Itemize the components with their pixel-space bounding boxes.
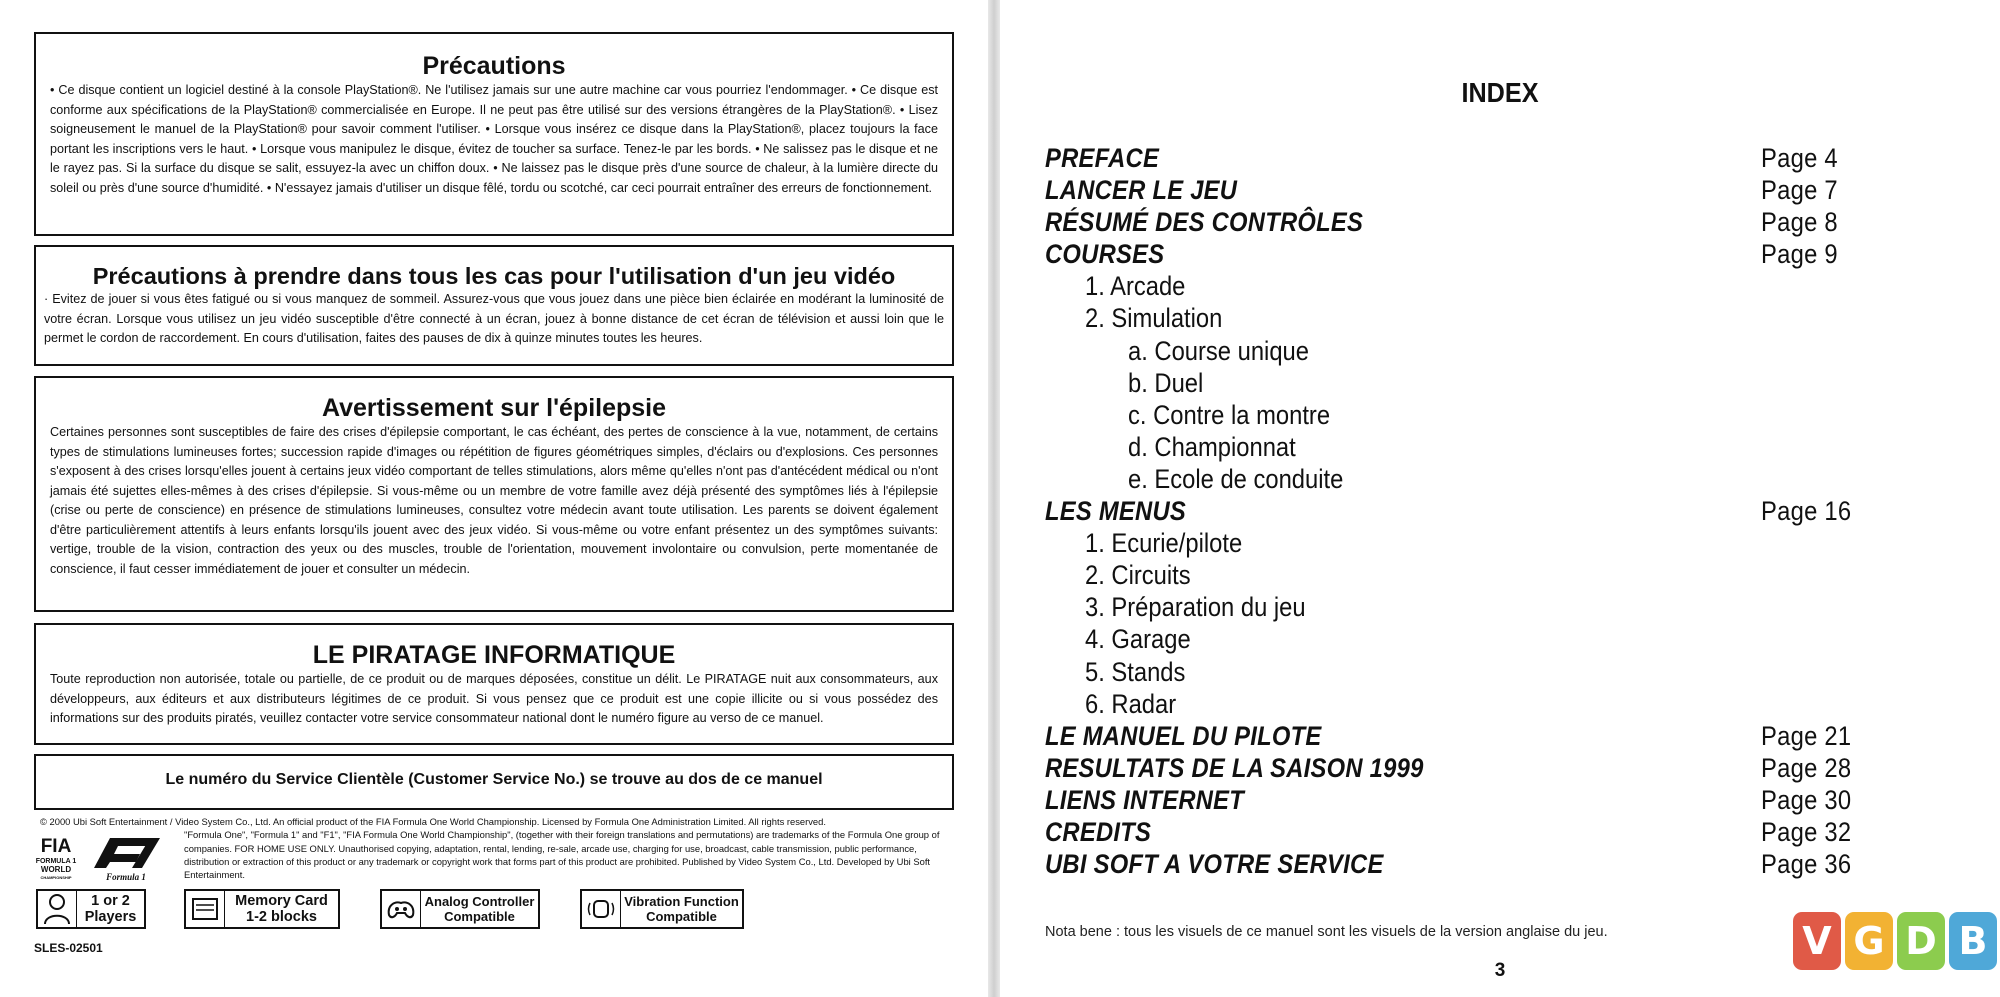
left-page bbox=[0, 0, 988, 997]
index-entry-label: RÉSUMÉ DES CONTRÔLES bbox=[1045, 207, 1364, 238]
memory-card-badge bbox=[184, 889, 340, 929]
players-badge-line2: Players bbox=[84, 909, 137, 925]
legal-trademarks: "Formula One", "Formula 1" and "F1", "FIA Formula One World Championship", (together with their foreign translations and permutations) are trademarks of the Formula One group of companies. FOR HOME USE ONLY. Unauthorised copying, adaptation, rental, lending, re-sale, arcade use, charging for use, broadcast, cable transmission, public performance, distribution or extraction of this product or any trademark or copyright work that forms part of this product are prohibited. Published by Video System Co., Ltd. Developed by Ubi Soft Entertainment. bbox=[184, 829, 940, 881]
index-entry-label: 1. Ecurie/pilote bbox=[1085, 528, 1243, 559]
index-entry-label: c. Contre la montre bbox=[1128, 399, 1331, 430]
customer-service-text: Le numéro du Service Clientèle (Customer Service No.) se trouve au dos de ce manuel bbox=[165, 771, 823, 788]
index-entry-label: UBI SOFT A VOTRE SERVICE bbox=[1045, 849, 1384, 880]
index-entry-label: 3. Préparation du jeu bbox=[1085, 592, 1306, 623]
fia-logo-sub1: FORMULA 1 bbox=[35, 858, 77, 865]
index-subentry bbox=[1045, 270, 1945, 302]
index-entry-label: 1. Arcade bbox=[1085, 271, 1186, 302]
vgdb-letter-tile: V bbox=[1793, 912, 1841, 970]
page-number: 3 bbox=[1494, 960, 1506, 981]
players-badge-line1: 1 or 2 bbox=[91, 893, 130, 909]
epilepsy-text: Certaines personnes sont susceptibles de faire des crises d'épilepsie comportant, le cas échéant, des pertes de conscience à la vue, notamment, de certains types de stimulations lumineuses fortes; succession rapide d'images ou répétition de figures géométriques simples, d'éclairs ou d'explosions. Ces personnes s'exposent à des crises lorsqu'elles jouent à certains jeux vidéo comportant de telles stimulations, alors même qu'elles n'ont pas d'antécédent médical ou n'ont jamais été sujettes elles-mêmes à des crises d'épilepsie. Si vous-même ou un membre de votre famille avez déjà présenté des symptômes liés à l'épilepsie (crise ou perte de conscience) en présence de stimulations lumineuses, consultez votre médecin avant toute utilisation. Les parents se doivent également d'être particulièrement attentifs à leurs enfants lorsqu'ils jouent avec des jeux vidéo. Si vous-même ou votre enfant présentez un des symptômes suivants: vertige, trouble de la vision, contraction des yeux ou des muscles, trouble de l'orientation, mouvement involontaire ou convulsion, perte momentanée de conscience, il faut cesser immédiatement de jouer et consulter un médecin. bbox=[50, 425, 938, 576]
video-precautions-title: Précautions à prendre dans tous les cas pour l'utilisation d'un jeu vidéo bbox=[92, 263, 896, 289]
legal-notice bbox=[40, 815, 954, 881]
index-entry-label: 6. Radar bbox=[1085, 688, 1177, 719]
index-subentry bbox=[1045, 335, 1945, 367]
index-section bbox=[1045, 784, 1945, 816]
index-subentry bbox=[1045, 656, 1945, 688]
f1-logo bbox=[88, 832, 164, 884]
index-entry-label: 2. Simulation bbox=[1085, 303, 1223, 334]
index-entry-label: b. Duel bbox=[1128, 367, 1204, 398]
customer-service-box bbox=[34, 754, 954, 810]
index-entry-label: 5. Stands bbox=[1085, 656, 1186, 687]
vibration-badge bbox=[580, 889, 744, 929]
index-subentry bbox=[1045, 302, 1945, 334]
index-entry-label: LE MANUEL DU PILOTE bbox=[1045, 720, 1322, 751]
vgdb-letter-tile: D bbox=[1897, 912, 1945, 970]
index-entry-page: Page 7 bbox=[1761, 175, 1838, 206]
index-entry-page: Page 16 bbox=[1761, 496, 1852, 527]
index-list bbox=[1045, 142, 1945, 880]
index-entry-label: e. Ecole de conduite bbox=[1128, 463, 1344, 494]
epilepsy-title: Avertissement sur l'épilepsie bbox=[321, 394, 667, 422]
index-entry-label: 4. Garage bbox=[1085, 624, 1191, 655]
epilepsy-box bbox=[34, 376, 954, 612]
product-code: SLES-02501 bbox=[34, 941, 103, 955]
index-section bbox=[1045, 206, 1945, 238]
index-entry-page: Page 9 bbox=[1761, 239, 1838, 270]
index-subentry bbox=[1045, 431, 1945, 463]
index-subentry bbox=[1045, 463, 1945, 495]
index-entry-page: Page 36 bbox=[1761, 849, 1852, 880]
index-entry-label: COURSES bbox=[1045, 239, 1165, 270]
piracy-box bbox=[34, 623, 954, 745]
index-section bbox=[1045, 495, 1945, 527]
index-subentry bbox=[1045, 559, 1945, 591]
vibration-badge-line2: Compatible bbox=[646, 909, 717, 924]
video-precautions-text: · Evitez de jouer si vous êtes fatigué ou si vous manquez de sommeil. Assurez-vous que vous jouez dans une pièce bien éclairée en modérant la luminosité de votre écran. Lorsque vous utilisez un jeu vidéo susceptible d'être connecté à un écran, jouez à bonne distance de cet écran de télévision et aussi loin que le permet le cordon de raccordement. En cours d'utilisation, faites des pauses de dix à quinze minutes toutes les heures. bbox=[44, 292, 944, 345]
index-title: INDEX bbox=[1461, 77, 1539, 108]
index-section bbox=[1045, 848, 1945, 880]
index-section bbox=[1045, 752, 1945, 784]
precautions-box bbox=[34, 32, 954, 236]
index-entry-page: Page 30 bbox=[1761, 784, 1852, 815]
index-entry-page: Page 21 bbox=[1761, 720, 1852, 751]
analog-badge-line2: Compatible bbox=[444, 909, 515, 924]
index-entry-page: Page 8 bbox=[1761, 207, 1838, 238]
players-badge bbox=[36, 889, 146, 929]
index-entry-label: a. Course unique bbox=[1128, 335, 1309, 366]
nota-bene: Nota bene : tous les visuels de ce manuel sont les visuels de la version anglaise du jeu. bbox=[1045, 924, 1608, 940]
memory-card-icon bbox=[186, 891, 225, 927]
legal-line-1: © 2000 Ubi Soft Entertainment / Video System Co., Ltd. An official product of the FIA Formula One World Championship. Licensed by Formula One Administration Limited. All rights reserved. bbox=[40, 816, 826, 827]
fia-logo-sub3: CHAMPIONSHIP bbox=[40, 875, 72, 880]
index-subentry bbox=[1045, 688, 1945, 720]
vgdb-letter-tile: B bbox=[1949, 912, 1997, 970]
index-entry-page: Page 28 bbox=[1761, 752, 1852, 783]
index-entry-page: Page 32 bbox=[1761, 816, 1852, 847]
index-subentry bbox=[1045, 623, 1945, 655]
index-entry-page: Page 4 bbox=[1761, 143, 1838, 173]
vgdb-watermark bbox=[1793, 912, 1997, 974]
index-entry-label: RESULTATS DE LA SAISON 1999 bbox=[1045, 752, 1424, 783]
index-section bbox=[1045, 174, 1945, 206]
index-entry-label: d. Championnat bbox=[1128, 431, 1296, 462]
vgdb-letter-tile: G bbox=[1845, 912, 1893, 970]
index-subentry bbox=[1045, 399, 1945, 431]
f1-logo-text: Formula 1 bbox=[106, 872, 146, 882]
fia-logo-sub2: WORLD bbox=[40, 865, 72, 874]
index-entry-label: PREFACE bbox=[1045, 143, 1160, 173]
index-entry-label: LES MENUS bbox=[1045, 496, 1186, 527]
index-entry-label: LANCER LE JEU bbox=[1045, 175, 1238, 206]
index-section bbox=[1045, 720, 1945, 752]
index-entry-label: CREDITS bbox=[1045, 816, 1152, 847]
analog-controller-icon bbox=[382, 891, 421, 927]
index-entry-label: 2. Circuits bbox=[1085, 560, 1191, 591]
index-subentry bbox=[1045, 527, 1945, 559]
page-gutter bbox=[988, 0, 1000, 997]
vibration-badge-line1: Vibration Function bbox=[624, 894, 739, 909]
vibration-icon bbox=[582, 891, 621, 927]
index-subentry bbox=[1045, 591, 1945, 623]
piracy-title: LE PIRATAGE INFORMATIQUE bbox=[312, 641, 676, 669]
memory-card-badge-line2: 1-2 blocks bbox=[246, 909, 317, 925]
index-entry-label: LIENS INTERNET bbox=[1045, 784, 1245, 815]
analog-badge-line1: Analog Controller bbox=[424, 894, 535, 909]
player-icon bbox=[38, 891, 77, 927]
piracy-text: Toute reproduction non autorisée, totale ou partielle, de ce produit ou de marques déposées, constitue un délit. Le PIRATAGE nuit aux consommateurs, aux développeurs, aux éditeurs et aux distributeurs légitimes de ce produit. Si vous pensez que ce produit est une copie illicite ou si vous possédez des informations sur des produits piratés, veuillez contacter votre service consommateur national dont le numéro figure au verso de ce manuel. bbox=[50, 672, 938, 725]
fia-logo bbox=[34, 832, 78, 884]
video-precautions-box bbox=[34, 245, 954, 366]
fia-logo-text: FIA bbox=[40, 836, 72, 857]
index-subentry bbox=[1045, 367, 1945, 399]
index-section bbox=[1045, 238, 1945, 270]
precautions-title: Précautions bbox=[422, 52, 566, 80]
index-section bbox=[1045, 816, 1945, 848]
index-section bbox=[1045, 142, 1945, 174]
analog-controller-badge bbox=[380, 889, 540, 929]
memory-card-badge-line1: Memory Card bbox=[235, 893, 328, 909]
precautions-text: • Ce disque contient un logiciel destiné à la console PlayStation®. Ne l'utilisez jamais sur une autre machine car vous pourriez l'endommager. • Ce disque est conforme aux spécifications de la PlayStation® commercialisée en Europe. Il ne peut pas être utilisé sur des versions étrangères de la PlayStation®. • Lisez soigneusement le manuel de la PlayStation® pour savoir comment l'utiliser. • Lorsque vous insérez ce disque dans la PlayStation®, placez toujours la face portant les inscriptions vers le haut. • Lorsque vous manipulez le disque, évitez de toucher sa surface. Tenez-le par les bords. • Ne salissez pas le disque et ne le rayez pas. Si la surface du disque se salit, essuyez-la avec un chiffon doux. • Ne laissez pas le disque près d'une source de chaleur, à la lumière directe du soleil ou près d'une source d'humidité. • N'essayez jamais d'utiliser un disque fêlé, tordu ou scotché, car ceci pourrait entraîner des erreurs de fonctionnement. bbox=[50, 83, 938, 195]
